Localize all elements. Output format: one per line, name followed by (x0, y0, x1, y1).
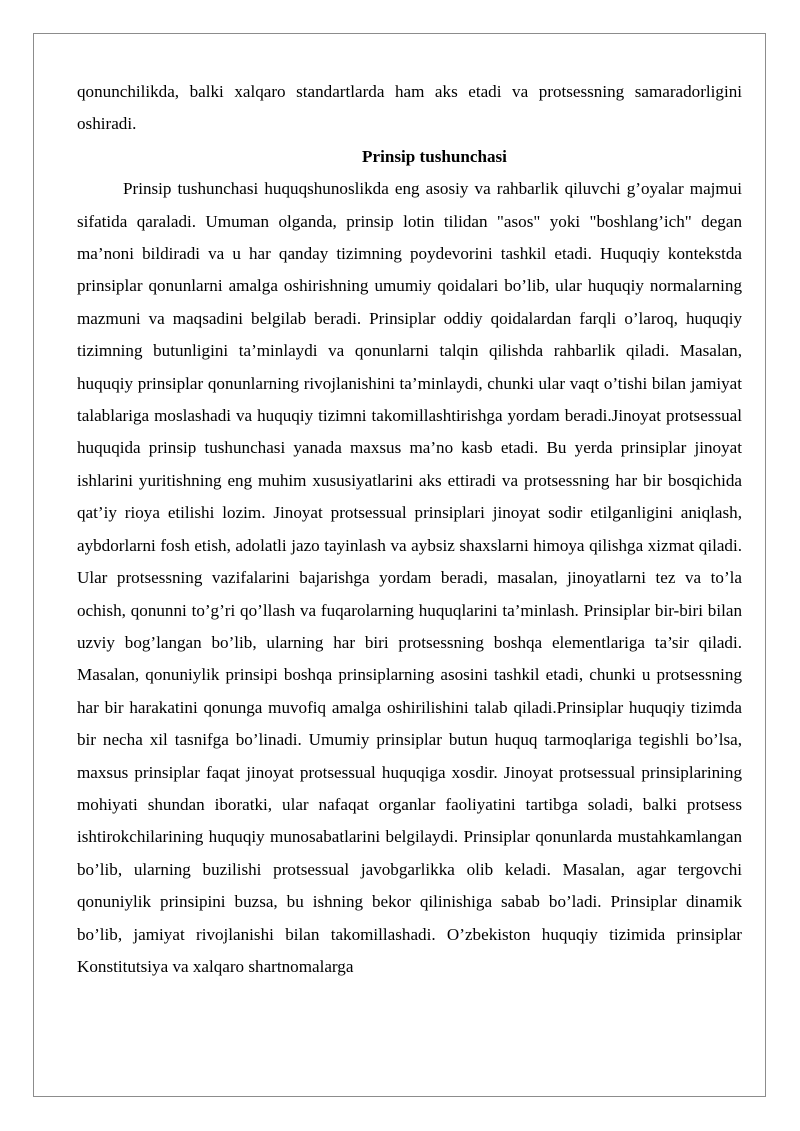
body-paragraph: Prinsip tushunchasi huquqshunoslikda eng asosiy va rahbarlik qiluvchi g’oyalar majmui sifatida qaraladi. Umuman olganda, prinsip lotin tilidan "asos" yoki "boshlang’ich" degan ma’noni bildiradi va u har qanday tizimning poydevorini tashkil etadi. Huquqiy kontekstda prinsiplar qonunlarni amalga oshirishning umumiy qoidalari bo’lib, ular huquqiy normalarning mazmuni va maqsadini belgilab beradi. Prinsiplar oddiy qoidalardan farqli o’laroq, huquqiy tizimning butunligini ta’minlaydi va qonunlarni talqin qilishda rahbarlik qiladi. Masalan, huquqiy prinsiplar qonunlarning rivojlanishini ta’minlaydi, chunki ular vaqt o’tishi bilan jamiyat talablariga moslashadi va huquqiy tizimni takomillashtirishga yordam beradi.Jinoyat protsessual huquqida prinsip tushunchasi yanada maxsus ma’no kasb etadi. Bu yerda prinsiplar jinoyat ishlarini yuritishning eng muhim xususiyatlarini aks ettiradi va protsessning har bir bosqichida qat’iy rioya etilishi lozim. Jinoyat protsessual prinsiplari jinoyat sodir etilganligini aniqlash, aybdorlarni fosh etish, adolatli jazo tayinlash va aybsiz shaxslarni himoya qilishga xizmat qiladi. Ular protsessning vazifalarini bajarishga yordam beradi, masalan, jinoyatlarni tez va to’la ochish, qonunni to’g’ri qo’llash va fuqarolarning huquqlarini ta’minlash. Prinsiplar bir-biri bilan uzviy bog’langan bo’lib, ularning har biri protsessning boshqa elementlariga ta’sir qiladi. Masalan, qonuniylik prinsipi boshqa prinsiplarning asosini tashkil etadi, chunki u protsessning har bir harakatini qonunga muvofiq amalga oshirilishini talab qiladi.Prinsiplar huquqiy tizimda bir necha xil tasnifga bo’linadi. Umumiy prinsiplar butun huquq tarmoqlariga tegishli bo’lsa, maxsus prinsiplar faqat jinoyat protsessual huquqiga xosdir. Jinoyat protsessual prinsiplarining mohiyati shundan iboratki, ular nafaqat organlar faoliyatini tartibga soladi, balki protsess ishtirokchilarining huquqiy munosabatlarini belgilaydi. Prinsiplar qonunlarda mustahkamlangan bo’lib, ularning buzilishi protsessual javobgarlikka olib keladi. Masalan, agar tergovchi qonuniylik prinsipini buzsa, bu ishning bekor qilinishiga sabab bo’ladi. Prinsiplar dinamik bo’lib, jamiyat rivojlanishi bilan takomillashadi. O’zbekiston huquqiy tizimida prinsiplar Konstitutsiya va xalqaro shartnomalarga (77, 179, 742, 976)
document-body (77, 76, 742, 983)
section-heading: Prinsip tushunchasi (362, 146, 507, 166)
lead-paragraph: qonunchilikda, balki xalqaro standartlarda ham aks etadi va protsessning samaradorligini oshiradi. (77, 82, 742, 134)
